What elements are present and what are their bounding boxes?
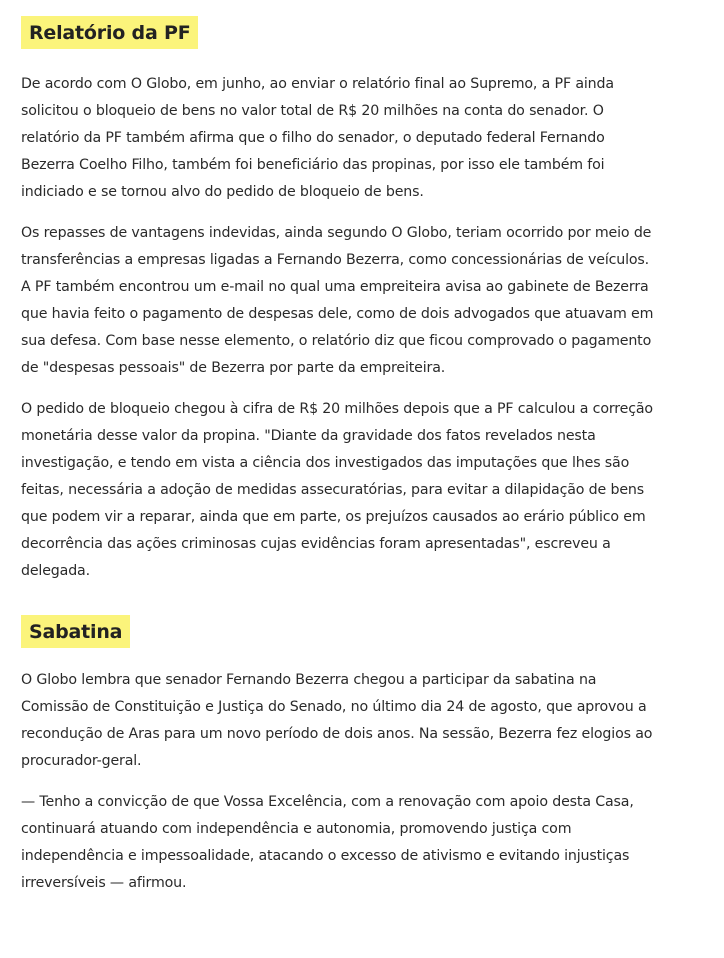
section-heading-relatorio: Relatório da PF	[21, 16, 198, 49]
quote-paragraph: — Tenho a convicção de que Vossa Excelência, com a renovação com apoio desta Casa, continuará atuando com independência e autonomia, promovendo justiça com independência e impessoalidade, atacando o excesso de ativismo e evitando injustiças irreversíveis — afirmou.	[21, 794, 634, 891]
paragraph: O pedido de bloqueio chegou à cifra de R$ 20 milhões depois que a PF calculou a correção monetária desse valor da propina. "Diante da gravidade dos fatos revelados nesta investigação, e tendo em vista a ciência dos investigados das imputações que lhes são feitas, necessária a adoção de medidas assecuratórias, para evitar a dilapidação de bens que podem vir a reparar, ainda que em parte, os prejuízos causados ao erário público em decorrência das ações criminosas cujas evidências foram apresentadas", escreveu a delegada.	[21, 401, 653, 579]
section-heading-sabatina: Sabatina	[21, 615, 130, 648]
paragraph: Os repasses de vantagens indevidas, ainda segundo O Globo, teriam ocorrido por meio de transferências a empresas ligadas a Fernando Bezerra, como concessionárias de veículos. A PF também encontrou um e-mail no qual uma empreiteira avisa ao gabinete de Bezerra que havia feito o pagamento de despesas dele, como de dois advogados que atuavam em sua defesa. Com base nesse elemento, o relatório diz que ficou comprovado o pagamento de "despesas pessoais" de Bezerra por parte da empreiteira.	[21, 225, 654, 376]
paragraph: De acordo com O Globo, em junho, ao enviar o relatório final ao Supremo, a PF ainda solicitou o bloqueio de bens no valor total de R$ 20 milhões na conta do senador. O relatório da PF também afirma que o filho do senador, o deputado federal Fernando Bezerra Coelho Filho, também foi beneficiário das propinas, por isso ele também foi indiciado e se tornou alvo do pedido de bloqueio de bens.	[21, 76, 614, 200]
paragraph: O Globo lembra que senador Fernando Bezerra chegou a participar da sabatina na Comissão de Constituição e Justiça do Senado, no último dia 24 de agosto, que aprovou a recondução de Aras para um novo período de dois anos. Na sessão, Bezerra fez elogios ao procurador-geral.	[21, 672, 653, 769]
